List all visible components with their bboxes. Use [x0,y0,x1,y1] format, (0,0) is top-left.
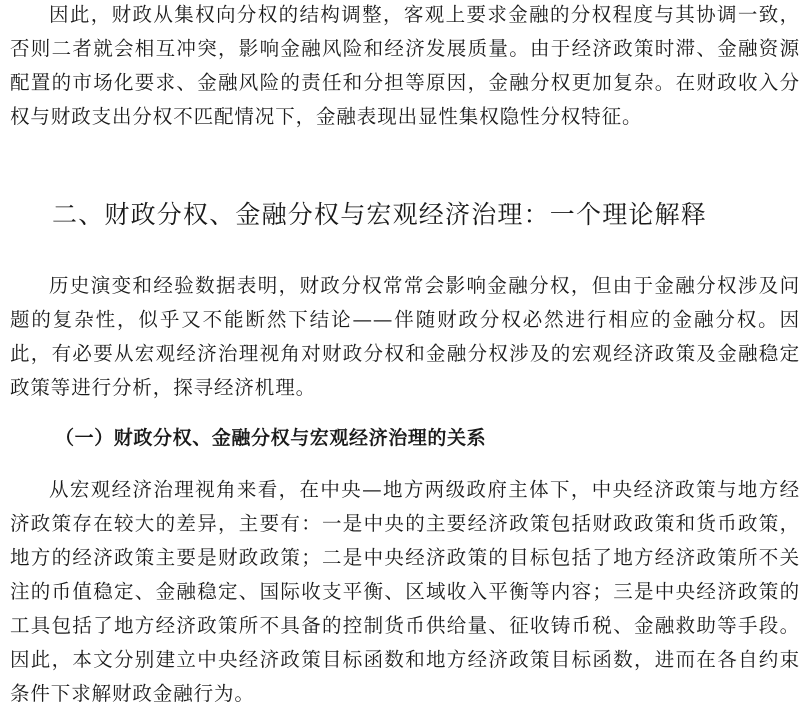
subsection-heading: （一）财政分权、金融分权与宏观经济治理的关系 [55,427,487,449]
body-paragraph-section: 历史演变和经验数据表明，财政分权常常会影响金融分权，但由于金融分权涉及问题的复杂性，似乎又不能断然下结论——伴随财政分权必然进行相应的金融分权。因此，有必要从宏观经济治理视角对财政分权和金融分权涉及的宏观经济政策及金融稳定政策等进行分析，探寻经济机理。 [10,274,800,399]
section-heading: 二、财政分权、金融分权与宏观经济治理：一个理论解释 [52,200,708,229]
body-paragraph-subsection: 从宏观经济治理视角来看，在中央—地方两级政府主体下，中央经济政策与地方经济政策存在较大的差异，主要有：一是中央的主要经济政策包括财政政策和货币政策，地方的经济政策主要是财政政策；二是中央经济政策的目标包括了地方经济政策所不关注的币值稳定、金融稳定、国际收支平衡、区域收入平衡等内容；三是中央经济政策的工具包括了地方经济政策所不具备的控制货币供给量、征收铸币税、金融救助等手段。因此，本文分别建立中央经济政策目标函数和地方经济政策目标函数，进而在各自约束条件下求解财政金融行为。 [10,478,800,705]
body-paragraph-intro: 因此，财政从集权向分权的结构调整，客观上要求金融的分权程度与其协调一致，否则二者就会相互冲突，影响金融风险和经济发展质量。由于经济政策时滞、金融资源配置的市场化要求、金融风险的责任和分担等原因，金融分权更加复杂。在财政收入分权与财政支出分权不匹配情况下，金融表现出显性集权隐性分权特征。 [10,3,800,128]
